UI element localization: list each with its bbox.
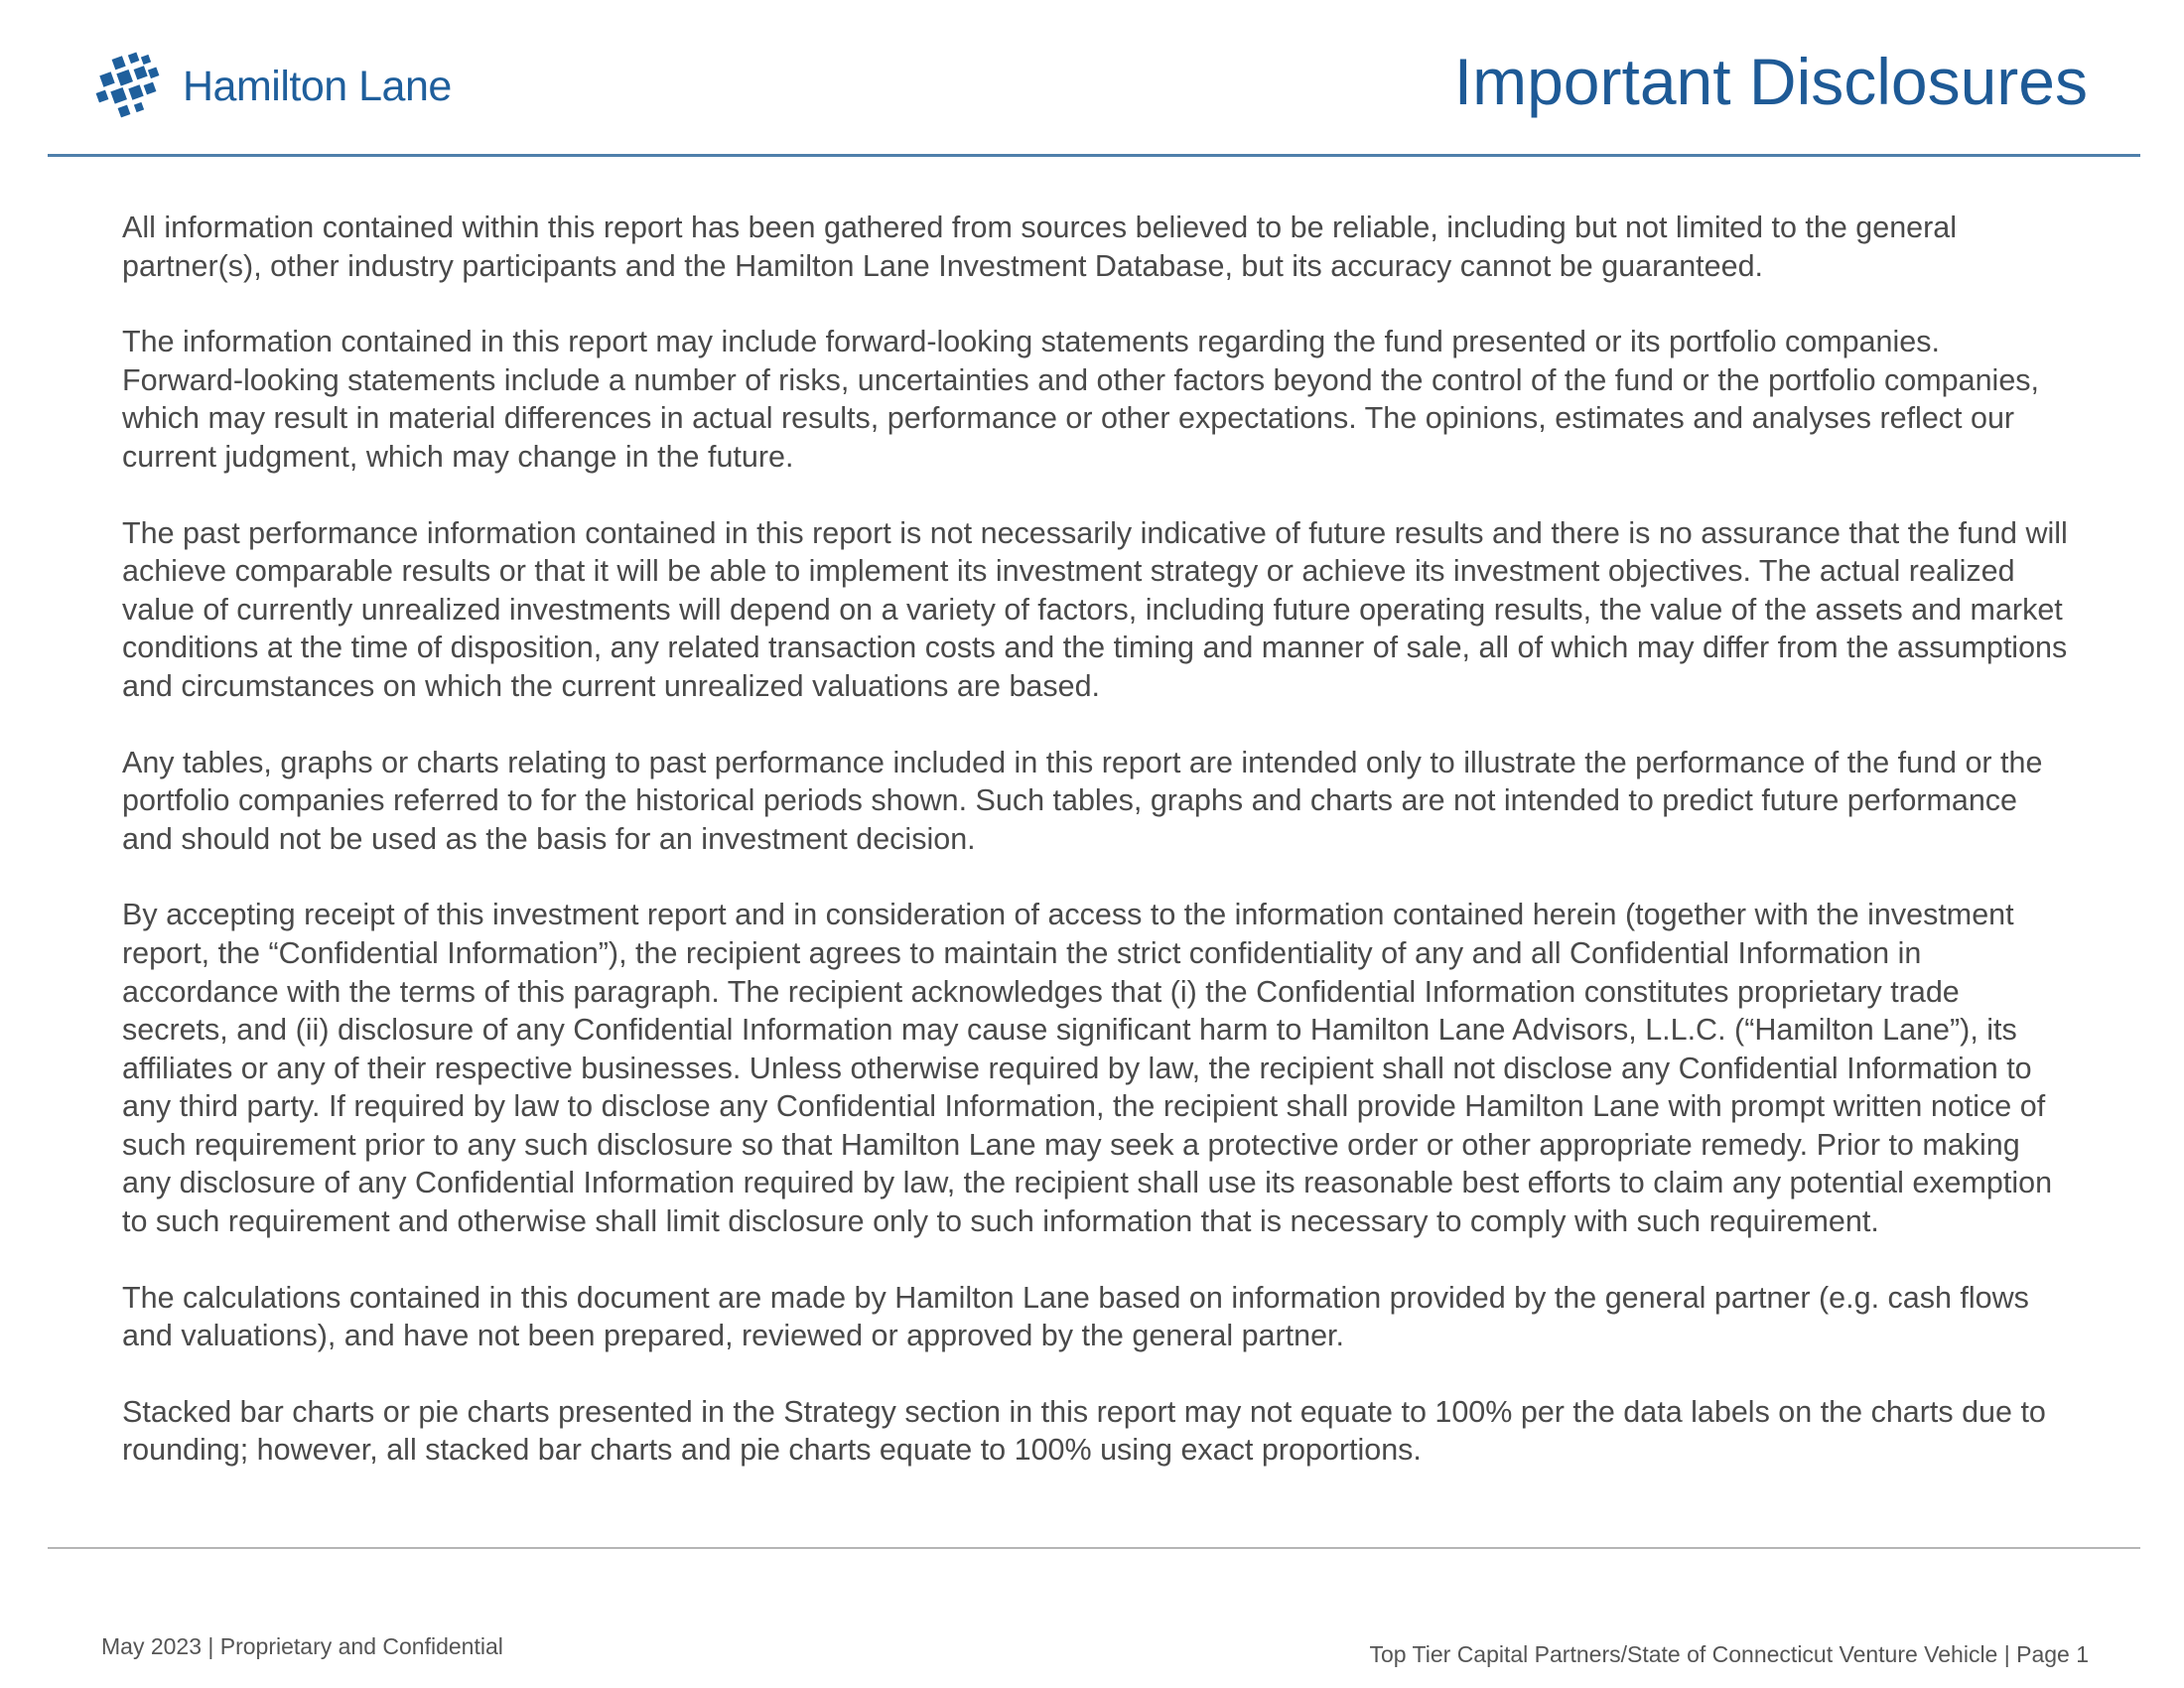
disclosure-paragraph-3: The past performance information contained in this report is not necessarily indicative of future results and there is no assurance that the fund will achieve comparable results or that it will be able to implement its investment strategy or achieve its investment objectives. The actual realized value of currently unrealized investments will depend on a variety of factors, including future operating results, the value of the assets and market conditions at the time of disposition, any related transaction costs and the timing and manner of sale, all of which may differ from the assumptions and circumstances on which the current unrealized valuations are based. bbox=[122, 515, 2068, 703]
disclosure-paragraph-7: Stacked bar charts or pie charts presented in the Strategy section in this report may not equate to 100% per the data labels on the charts due to rounding; however, all stacked bar charts and pie charts equate to 100% using exact proportions. bbox=[122, 1394, 2046, 1468]
hamilton-lane-logo-icon bbox=[95, 50, 169, 123]
disclosure-paragraph-1: All information contained within this report has been gathered from sources believed to be reliable, including but not limited to the general partner(s), other industry participants and the Hamilton Lane Investment Database, but its accuracy cannot be guaranteed. bbox=[122, 211, 1958, 283]
footer-document-page: Top Tier Capital Partners/State of Connecticut Venture Vehicle | Page 1 bbox=[1369, 1641, 2089, 1667]
disclosure-paragraph-5: By accepting receipt of this investment report and in consideration of access to the information contained herein (together with the investment report, the “Confidential Information”), the recipient agrees to maintain the strict confidentiality of any and all Confidential Information in accordance with the terms of this paragraph. The recipient acknowledges that (i) the Confidential Information constitutes proprietary trade secrets, and (ii) disclosure of any Confidential Information may cause significant harm to Hamilton Lane Advisors, L.L.C. (“Hamilton Lane”), its affiliates or any of their respective businesses. Unless otherwise required by law, the recipient shall not disclose any Confidential Information to any third party. If required by law to disclose any Confidential Information, the recipient shall provide Hamilton Lane with prompt written notice of such requirement prior to any such disclosure so that Hamilton Lane may seek a protective order or other appropriate remedy. Prior to making any disclosure of any Confidential Information required by law, the recipient shall use its reasonable best efforts to claim any potential exemption to such requirement and otherwise shall limit disclosure only to such information that is necessary to comply with such requirement. bbox=[122, 898, 2053, 1239]
page-header bbox=[0, 0, 2184, 159]
disclosure-paragraph-4: Any tables, graphs or charts relating to past performance included in this report are intended only to illustrate the performance of the fund or the portfolio companies referred to for the historical periods shown. Such tables, graphs and charts are not intended to predict future performance and should not be used as the basis for an investment decision. bbox=[122, 745, 2043, 856]
disclosures-body bbox=[122, 209, 2068, 1507]
disclosure-paragraph-2: The information contained in this report may include forward-looking statements regarding the fund presented or its portfolio companies. Forward-looking statements include a number of risks, uncertainties and other factors beyond the control of the fund or the portfolio companies, which may result in material differences in actual results, performance or other expectations. The opinions, estimates and analyses reflect our current judgment, which may change in the future. bbox=[122, 325, 2040, 474]
header-divider bbox=[48, 154, 2140, 157]
footer-divider bbox=[48, 1547, 2140, 1549]
logo-text: Hamilton Lane bbox=[183, 62, 452, 110]
page-title: Important Disclosures bbox=[1453, 45, 2088, 118]
hamilton-lane-logo bbox=[95, 50, 452, 123]
footer-date-confidential: May 2023 | Proprietary and Confidential bbox=[101, 1633, 503, 1659]
disclosure-paragraph-6: The calculations contained in this document are made by Hamilton Lane based on information provided by the general partner (e.g. cash flows and valuations), and have not been prepared, reviewed or approved by the general partner. bbox=[122, 1280, 2029, 1353]
